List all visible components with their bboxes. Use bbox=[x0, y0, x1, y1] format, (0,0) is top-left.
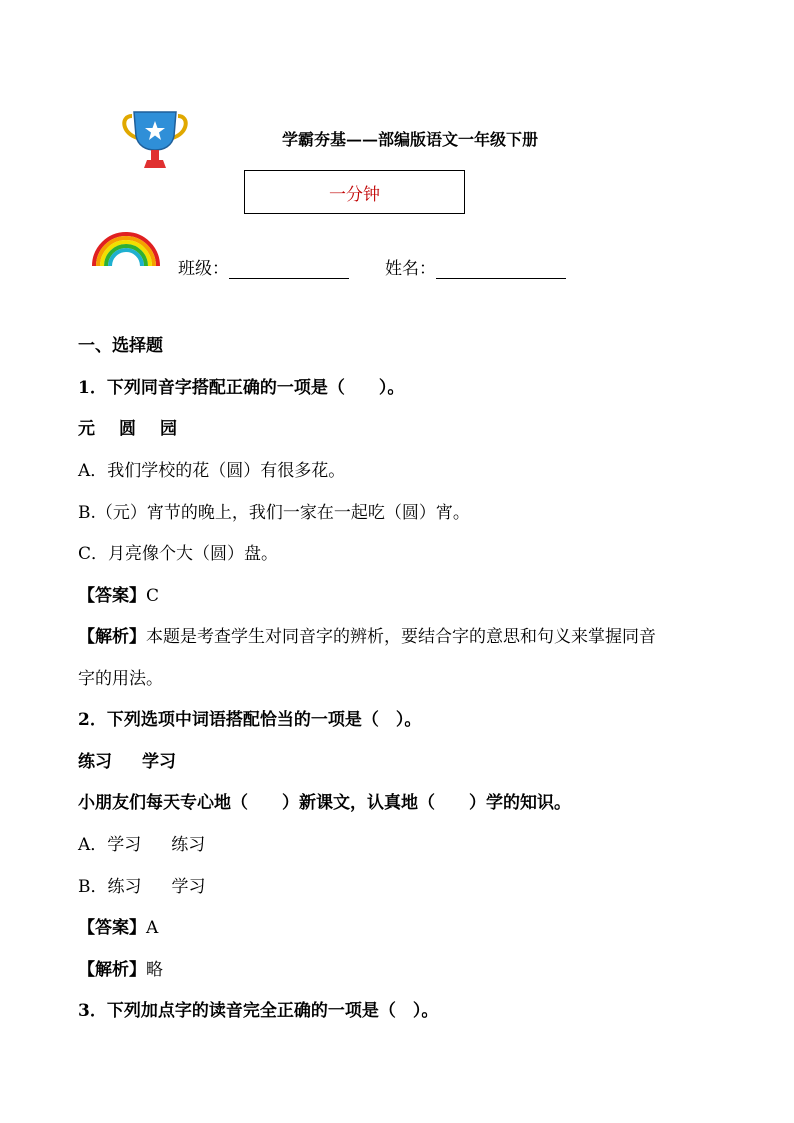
option-text: A．学习 bbox=[78, 835, 142, 855]
analysis-label: 【解析】 bbox=[78, 627, 146, 647]
q2-word: 学习 bbox=[142, 752, 176, 772]
answer-label: 【答案】 bbox=[78, 586, 146, 606]
q3-stem: 3．下列加点字的读音完全正确的一项是（ ）。 bbox=[78, 1001, 439, 1021]
name-input-line[interactable] bbox=[436, 260, 566, 279]
q1-option-b: B.（元）宵节的晚上，我们一家在一起吃（圆）宵。 bbox=[78, 503, 470, 523]
q2-word: 练习 bbox=[78, 752, 112, 772]
q1-answer bbox=[78, 588, 159, 605]
class-field bbox=[178, 254, 349, 279]
trophy-icon bbox=[120, 110, 190, 170]
q1-option-c: C．月亮像个大（圆）盘。 bbox=[78, 544, 279, 564]
answer-value: A bbox=[146, 918, 159, 938]
analysis-text: 本题是考查学生对同音字的辨析，要结合字的意思和句义来掌握同音 bbox=[146, 627, 656, 647]
q2-analysis bbox=[78, 962, 163, 979]
q2-option-b bbox=[78, 879, 206, 896]
q2-sentence: 小朋友们每天专心地（ ）新课文，认真地（ ）学的知识。 bbox=[78, 793, 571, 813]
q1-option-a: A．我们学校的花（圆）有很多花。 bbox=[78, 461, 346, 481]
option-text: 练习 bbox=[171, 835, 206, 855]
name-label: 姓名： bbox=[385, 259, 436, 279]
answer-value: C bbox=[146, 586, 160, 606]
q1-analysis bbox=[78, 629, 656, 646]
lesson-title-box bbox=[244, 170, 465, 214]
q1-words bbox=[78, 421, 177, 438]
answer-label: 【答案】 bbox=[78, 918, 146, 938]
lesson-title: 一分钟 bbox=[329, 184, 380, 205]
q2-stem: 2．下列选项中词语搭配恰当的一项是（ ）。 bbox=[78, 710, 422, 730]
document-title: 学霸夯基——部编版语文一年级下册 bbox=[282, 130, 539, 149]
q1-analysis-cont: 字的用法。 bbox=[78, 669, 163, 689]
q2-words bbox=[78, 754, 176, 771]
analysis-text: 略 bbox=[146, 960, 163, 980]
name-field bbox=[385, 254, 566, 279]
q1-word: 圆 bbox=[119, 419, 136, 439]
rainbow-icon bbox=[90, 228, 162, 268]
q1-word: 园 bbox=[160, 419, 177, 439]
q2-answer bbox=[78, 920, 158, 937]
analysis-label: 【解析】 bbox=[78, 960, 146, 980]
class-label: 班级： bbox=[178, 259, 229, 279]
option-text: 学习 bbox=[171, 877, 206, 897]
q2-option-a bbox=[78, 837, 205, 854]
q1-word: 元 bbox=[78, 419, 95, 439]
section-heading: 一、选择题 bbox=[78, 336, 163, 356]
q1-stem: 1．下列同音字搭配正确的一项是（ ）。 bbox=[78, 378, 405, 398]
option-text: B．练习 bbox=[78, 877, 142, 897]
class-input-line[interactable] bbox=[229, 260, 349, 279]
